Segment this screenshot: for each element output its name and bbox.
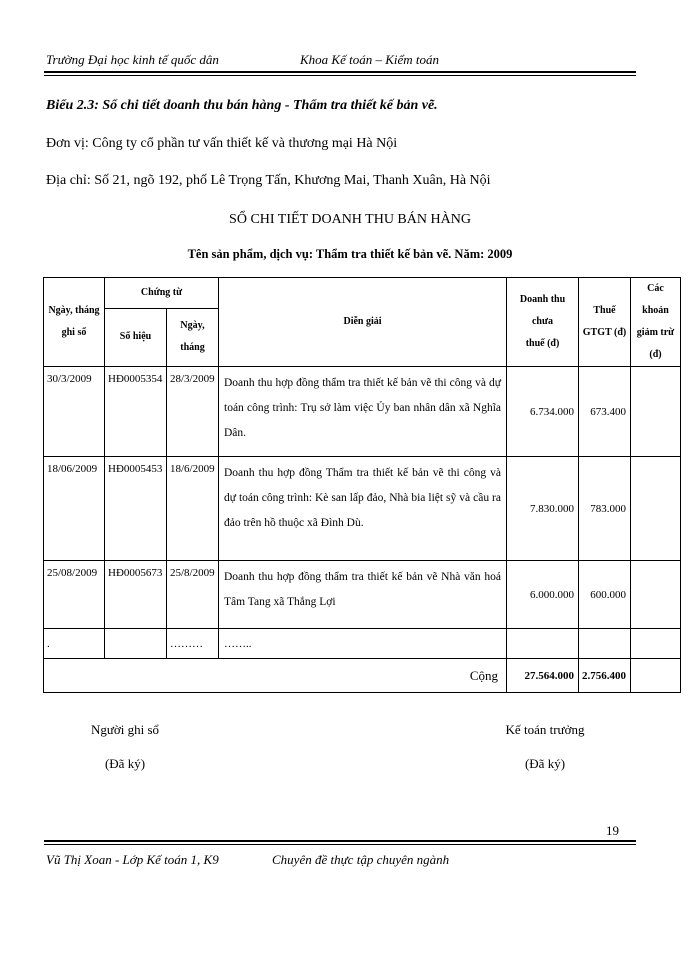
ledger-table — [43, 277, 681, 693]
table-row — [44, 629, 681, 659]
col-header-vat — [579, 278, 631, 367]
row-voucher-date: 18/6/2009 — [167, 457, 219, 561]
signature-right-title: Kế toán trưởng — [505, 722, 585, 737]
ledger-table-wrap — [43, 277, 680, 684]
signature-left-title: Người ghi sổ — [90, 722, 160, 737]
row-voucher-date: 25/8/2009 — [167, 561, 219, 629]
col-header-voucher-no: Số hiệu — [105, 308, 167, 366]
row-vat — [579, 629, 631, 659]
page-number: 19 — [606, 823, 619, 838]
row-voucher-no: HĐ0005673 — [105, 561, 167, 629]
row-description: …….. — [219, 629, 507, 659]
row-voucher-no: HĐ0005354 — [105, 367, 167, 457]
total-deductions — [631, 659, 681, 693]
footer-rule — [44, 840, 636, 845]
row-vat: 673.400 — [579, 367, 631, 457]
row-description: Doanh thu hợp đồng Thẩm tra thiết kế bản vẽ thi công và dự toán công trình: Kè san lấp đảo, Nhà bia liệt sỹ và cầu ra đảo trên hồ thuộc xã Đình Dù. — [219, 457, 507, 561]
row-voucher-no: HĐ0005453 — [105, 457, 167, 561]
col-header-deductions-line2: giảm trừ (đ) — [636, 327, 675, 360]
table-row — [44, 561, 681, 629]
row-deductions — [631, 457, 681, 561]
total-revenue: 27.564.000 — [507, 659, 579, 693]
col-header-voucher-date: Ngày, tháng — [167, 308, 219, 366]
row-voucher-date: 28/3/2009 — [167, 367, 219, 457]
row-date: 18/06/2009 — [44, 457, 105, 561]
row-description: Doanh thu hợp đồng thẩm tra thiết kế bản vẽ Nhà văn hoá Tâm Tang xã Thắng Lợi — [219, 561, 507, 629]
row-deductions — [631, 367, 681, 457]
header-faculty: Khoa Kế toán – Kiểm toán — [300, 52, 440, 67]
signature-right-status: (Đã ký) — [524, 756, 566, 771]
col-header-vat-line2: GTGT (đ) — [582, 327, 627, 338]
footer-author: Vũ Thị Xoan - Lớp Kế toán 1, K9 — [46, 852, 219, 867]
col-header-deductions-line1: Các khoản — [642, 283, 669, 316]
col-header-revenue — [507, 278, 579, 367]
footer-topic: Chuyên đề thực tập chuyên ngành — [272, 852, 450, 867]
total-row — [44, 659, 681, 693]
row-revenue: 6.000.000 — [507, 561, 579, 629]
row-date: . — [44, 629, 105, 659]
table-row — [44, 367, 681, 457]
signature-left-status: (Đã ký) — [104, 756, 146, 771]
col-header-date-line2: ghi sổ — [61, 327, 87, 338]
row-date: 25/08/2009 — [44, 561, 105, 629]
col-header-revenue-line1: Doanh thu chưa — [519, 294, 566, 327]
signature-left — [55, 717, 195, 777]
col-header-voucher: Chứng từ — [105, 278, 219, 309]
signature-right — [475, 717, 615, 777]
header-school: Trường Đại học kinh tế quốc dân — [46, 52, 219, 67]
total-label: Cộng — [44, 659, 507, 693]
row-vat: 783.000 — [579, 457, 631, 561]
table-row — [44, 457, 681, 561]
row-revenue — [507, 629, 579, 659]
header-rule — [44, 71, 636, 76]
page-title: SỔ CHI TIẾT DOANH THU BÁN HÀNG — [229, 212, 471, 227]
row-date: 30/3/2009 — [44, 367, 105, 457]
col-header-date-line1: Ngày, tháng — [48, 305, 100, 316]
row-description: Doanh thu hợp đồng thẩm tra thiết kế bản vẽ thi công và dự toán công trình: Trụ sở làm việc Ủy ban nhân dân xã Nghĩa Dân. — [219, 367, 507, 457]
total-vat: 2.756.400 — [579, 659, 631, 693]
col-header-deductions — [631, 278, 681, 367]
col-header-revenue-line2: thuế (đ) — [525, 338, 560, 349]
page-subtitle: Tên sản phẩm, dịch vụ: Thẩm tra thiết kế bản vẽ. Năm: 2009 — [187, 247, 513, 261]
row-vat: 600.000 — [579, 561, 631, 629]
col-header-date — [44, 278, 105, 367]
row-voucher-no — [105, 629, 167, 659]
company-unit: Đơn vị: Công ty cổ phần tư vấn thiết kế và thương mại Hà Nội — [46, 136, 398, 151]
col-header-description: Diễn giải — [219, 278, 507, 367]
row-revenue: 6.734.000 — [507, 367, 579, 457]
bieu-title: Biểu 2.3: Sổ chi tiết doanh thu bán hàng - Thẩm tra thiết kế bản vẽ. — [46, 98, 438, 113]
row-deductions — [631, 561, 681, 629]
company-address: Địa chỉ: Số 21, ngõ 192, phố Lê Trọng Tấn, Khương Mai, Thanh Xuân, Hà Nội — [46, 173, 491, 188]
row-deductions — [631, 629, 681, 659]
col-header-vat-line1: Thuế — [593, 305, 616, 316]
row-voucher-date: ……… — [167, 629, 219, 659]
row-revenue: 7.830.000 — [507, 457, 579, 561]
